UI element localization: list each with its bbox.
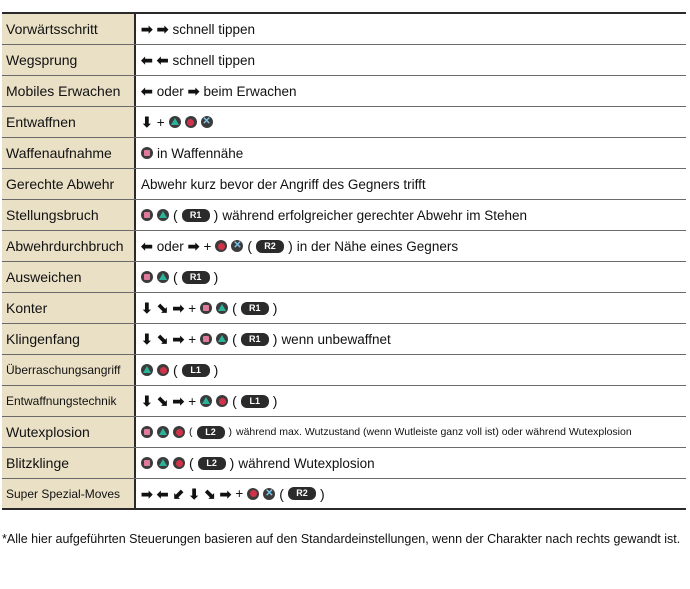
table-row	[2, 479, 686, 510]
shoulder-button-icon: L2	[197, 426, 225, 439]
arrow-right-icon: ➡	[187, 238, 200, 254]
move-input	[136, 14, 686, 44]
shoulder-button-icon: L2	[198, 457, 226, 470]
move-input	[136, 417, 686, 447]
arrow-down-icon: ⬇	[188, 485, 200, 502]
move-name: Klingenfang	[2, 324, 136, 354]
shoulder-button-icon: R2	[288, 487, 316, 500]
move-text: )	[213, 207, 219, 223]
square-button-icon	[141, 426, 153, 438]
arrow-down-right-icon: ⬊	[203, 485, 216, 502]
move-name: Gerechte Abwehr	[2, 169, 136, 199]
arrow-down-icon: ⬇	[141, 114, 153, 130]
move-text: )	[288, 238, 293, 254]
shoulder-button-icon: L1	[241, 395, 269, 408]
circle-button-icon	[185, 116, 197, 128]
move-name: Konter	[2, 293, 136, 323]
square-button-icon	[141, 457, 153, 469]
move-text: )	[272, 393, 278, 409]
arrow-right-icon: ➡	[172, 393, 185, 409]
move-input	[136, 479, 686, 508]
move-text: (	[189, 426, 193, 438]
move-text: schnell tippen	[172, 21, 256, 37]
table-row	[2, 293, 686, 324]
triangle-button-icon	[157, 209, 169, 221]
arrow-right-icon: ➡	[172, 331, 185, 347]
move-text: +	[188, 331, 197, 347]
table-row	[2, 417, 686, 448]
circle-button-icon	[157, 364, 169, 376]
square-button-icon	[141, 209, 153, 221]
triangle-button-icon	[157, 271, 169, 283]
move-text: (	[232, 300, 237, 316]
move-text: )	[319, 485, 325, 502]
move-text: während Wutexplosion	[238, 455, 375, 471]
move-text: in der Nähe eines Gegners	[296, 238, 459, 254]
table-row	[2, 386, 686, 417]
square-button-icon	[200, 302, 212, 314]
controls-table	[2, 12, 686, 510]
move-name: Überraschungsangriff	[2, 355, 136, 385]
move-text: +	[156, 114, 165, 130]
move-input	[136, 200, 686, 230]
move-text: in Waffennähe	[157, 145, 244, 161]
move-text: +	[188, 393, 197, 409]
arrow-down-left-icon: ⬋	[172, 485, 185, 502]
move-name: Vorwärtsschritt	[2, 14, 136, 44]
move-name: Entwaffnungstechnik	[2, 386, 136, 416]
move-name: Entwaffnen	[2, 107, 136, 137]
square-button-icon	[141, 147, 153, 159]
shoulder-button-icon: L1	[182, 364, 210, 377]
arrow-right-icon: ➡	[141, 485, 153, 502]
arrow-down-icon: ⬇	[141, 331, 153, 347]
arrow-left-icon: ⬅	[156, 485, 169, 502]
move-text: (	[173, 362, 178, 378]
arrow-down-icon: ⬇	[141, 393, 153, 409]
triangle-button-icon	[216, 333, 228, 345]
move-name: Waffenaufnahme	[2, 138, 136, 168]
move-text: beim Erwachen	[203, 83, 297, 99]
arrow-down-right-icon: ⬊	[156, 331, 169, 347]
table-row	[2, 262, 686, 293]
move-input	[136, 355, 686, 385]
circle-button-icon	[173, 457, 185, 469]
table-row	[2, 138, 686, 169]
shoulder-button-icon: R1	[182, 209, 210, 222]
move-text: )	[229, 455, 235, 471]
arrow-right-icon: ➡	[156, 21, 169, 37]
move-text: oder	[156, 83, 184, 99]
move-text: (	[173, 269, 178, 285]
move-input	[136, 107, 686, 137]
square-button-icon	[141, 271, 153, 283]
move-text: )	[272, 331, 278, 347]
move-text: (	[279, 485, 284, 502]
arrow-right-icon: ➡	[141, 21, 153, 37]
table-row	[2, 231, 686, 262]
triangle-button-icon	[141, 364, 153, 376]
move-input	[136, 231, 686, 261]
table-row	[2, 76, 686, 107]
move-text: oder	[156, 238, 184, 254]
move-text: +	[188, 300, 197, 316]
move-text: schnell tippen	[172, 52, 256, 68]
table-row	[2, 169, 686, 200]
move-text: (	[247, 238, 253, 254]
move-name: Wegsprung	[2, 45, 136, 75]
move-name: Wutexplosion	[2, 417, 136, 447]
move-name: Mobiles Erwachen	[2, 76, 136, 106]
arrow-left-icon: ⬅	[141, 52, 153, 68]
move-text: +	[203, 238, 212, 254]
move-name: Blitzklinge	[2, 448, 136, 478]
arrow-down-right-icon: ⬊	[156, 300, 169, 316]
shoulder-button-icon: R1	[241, 333, 269, 346]
move-text: (	[173, 207, 178, 223]
triangle-button-icon	[216, 302, 228, 314]
arrow-left-icon: ⬅	[141, 238, 153, 254]
arrow-down-right-icon: ⬊	[156, 393, 169, 409]
move-name: Super Spezial-Moves	[2, 479, 136, 508]
move-input	[136, 138, 686, 168]
triangle-button-icon	[157, 426, 169, 438]
move-text: wenn unbewaffnet	[281, 331, 391, 347]
footnote: *Alle hier aufgeführten Steuerungen basieren auf den Standardeinstellungen, wenn der Charakter nach rechts gewandt ist.	[2, 532, 681, 546]
shoulder-button-icon: R2	[256, 240, 284, 253]
move-input	[136, 386, 686, 416]
square-button-icon	[200, 333, 212, 345]
table-row	[2, 14, 686, 45]
move-text: während erfolgreicher gerechter Abwehr im Stehen	[222, 207, 528, 223]
arrow-down-icon: ⬇	[141, 300, 153, 316]
move-text: )	[213, 362, 219, 378]
table-row	[2, 324, 686, 355]
arrow-right-icon: ➡	[219, 485, 232, 502]
move-input	[136, 293, 686, 323]
shoulder-button-icon: R1	[182, 271, 210, 284]
move-input	[136, 262, 686, 292]
move-input	[136, 45, 686, 75]
move-text: (	[232, 393, 237, 409]
circle-button-icon	[173, 426, 185, 438]
move-text: (	[232, 331, 237, 347]
move-text: (	[189, 455, 194, 471]
move-input	[136, 76, 686, 106]
move-name: Stellungsbruch	[2, 200, 136, 230]
move-name: Abwehrdurchbruch	[2, 231, 136, 261]
cross-button-icon: ✕	[265, 487, 274, 499]
move-text: während max. Wutzustand (wenn Wutleiste ganz voll ist) oder während Wutexplosion	[236, 426, 632, 438]
cross-button-icon: ✕	[202, 116, 211, 127]
move-text: )	[213, 269, 219, 285]
arrow-left-icon: ⬅	[141, 83, 153, 99]
arrow-right-icon: ➡	[187, 83, 200, 99]
triangle-button-icon	[169, 116, 181, 128]
move-input	[136, 448, 686, 478]
move-input	[136, 169, 686, 199]
table-row	[2, 200, 686, 231]
circle-button-icon	[247, 488, 259, 500]
shoulder-button-icon: R1	[241, 302, 269, 315]
triangle-button-icon	[157, 457, 169, 469]
circle-button-icon	[216, 395, 228, 407]
move-text: )	[272, 300, 278, 316]
cross-button-icon: ✕	[233, 240, 242, 251]
arrow-left-icon: ⬅	[156, 52, 169, 68]
move-text: )	[228, 426, 232, 438]
table-row	[2, 107, 686, 138]
table-row	[2, 355, 686, 386]
table-row	[2, 448, 686, 479]
move-input	[136, 324, 686, 354]
move-text: +	[235, 486, 244, 501]
triangle-button-icon	[200, 395, 212, 407]
table-row	[2, 45, 686, 76]
move-name: Ausweichen	[2, 262, 136, 292]
move-text: Abwehr kurz bevor der Angriff des Gegners trifft	[141, 176, 426, 192]
arrow-right-icon: ➡	[172, 300, 185, 316]
circle-button-icon	[215, 240, 227, 252]
